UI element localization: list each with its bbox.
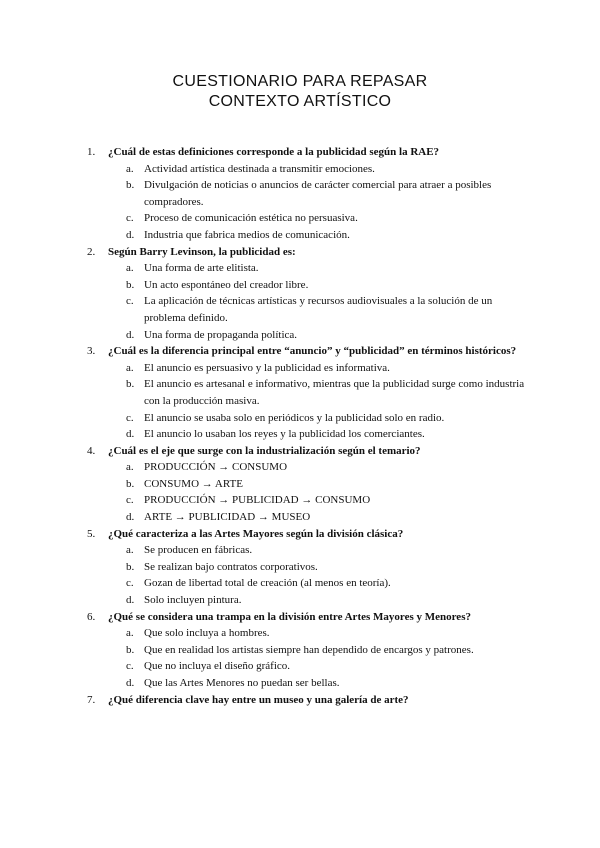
option-text: Solo incluyen pintura. bbox=[144, 594, 242, 607]
option-text: PRODUCCIÓN → CONSUMO bbox=[144, 461, 288, 474]
option-list bbox=[108, 459, 527, 525]
question-text: ¿Cuál de estas definiciones corresponde a la publicidad según la RAE? bbox=[108, 146, 440, 158]
title-line-1: CUESTIONARIO PARA REPASAR bbox=[172, 73, 428, 90]
option-letter: a. bbox=[126, 162, 134, 175]
question-item bbox=[87, 144, 527, 244]
question-text: ¿Qué caracteriza a las Artes Mayores según la división clásica? bbox=[108, 527, 404, 540]
option-text: Divulgación de noticias o anuncios de carácter comercial para atraer a posibles compradores. bbox=[144, 179, 492, 208]
answer-option bbox=[108, 161, 527, 178]
option-letter: c. bbox=[126, 660, 134, 673]
question-number: 6. bbox=[87, 610, 96, 623]
answer-option bbox=[108, 293, 527, 326]
option-text: ARTE → PUBLICIDAD → MUSEO bbox=[144, 511, 311, 524]
answer-option bbox=[108, 426, 527, 443]
title-line-2: CONTEXTO ARTÍSTICO bbox=[208, 93, 392, 110]
question-item bbox=[87, 526, 527, 609]
question-number: 7. bbox=[87, 693, 96, 706]
option-letter: d. bbox=[126, 428, 135, 441]
option-letter: d. bbox=[126, 228, 135, 241]
option-text: CONSUMO → ARTE bbox=[144, 477, 243, 490]
option-list bbox=[108, 625, 527, 691]
option-letter: c. bbox=[126, 577, 134, 590]
option-text: La aplicación de técnicas artísticas y recursos audiovisuales a la solución de un problema definido. bbox=[144, 295, 493, 324]
answer-option bbox=[108, 327, 527, 344]
answer-option bbox=[108, 360, 527, 377]
question-item bbox=[87, 443, 527, 526]
answer-option bbox=[108, 260, 527, 277]
answer-option bbox=[108, 227, 527, 244]
question-number: 3. bbox=[87, 345, 96, 358]
answer-option bbox=[108, 210, 527, 227]
question-item bbox=[87, 343, 527, 443]
question-number: 4. bbox=[87, 444, 96, 457]
option-letter: b. bbox=[126, 378, 135, 391]
option-text: El anuncio se usaba solo en periódicos y la publicidad solo en radio. bbox=[144, 411, 445, 424]
option-letter: a. bbox=[126, 361, 134, 374]
option-letter: a. bbox=[126, 461, 134, 474]
answer-option bbox=[108, 509, 527, 526]
answer-option bbox=[108, 675, 527, 692]
option-letter: a. bbox=[126, 262, 134, 275]
option-letter: b. bbox=[126, 560, 135, 573]
option-text: Una forma de propaganda política. bbox=[144, 328, 298, 341]
option-text: Se producen en fábricas. bbox=[144, 544, 253, 557]
option-text: El anuncio es artesanal e informativo, mientras que la publicidad surge como industria con la producción masiva. bbox=[144, 378, 525, 407]
option-letter: d. bbox=[126, 511, 135, 524]
option-list bbox=[108, 360, 527, 443]
option-letter: b. bbox=[126, 477, 135, 490]
option-list bbox=[108, 161, 527, 244]
option-text: Una forma de arte elitista. bbox=[144, 262, 259, 275]
answer-option bbox=[108, 592, 527, 609]
option-list bbox=[108, 260, 527, 343]
option-text: Que solo incluya a hombres. bbox=[144, 627, 270, 640]
option-letter: c. bbox=[126, 295, 134, 308]
question-number: 5. bbox=[87, 527, 96, 540]
answer-option bbox=[108, 492, 527, 509]
answer-option bbox=[108, 642, 527, 659]
question-item bbox=[87, 692, 527, 709]
answer-option bbox=[108, 376, 527, 409]
answer-option bbox=[108, 575, 527, 592]
answer-option bbox=[108, 177, 527, 210]
option-letter: a. bbox=[126, 627, 134, 640]
option-text: Un acto espontáneo del creador libre. bbox=[144, 278, 309, 291]
option-letter: c. bbox=[126, 411, 134, 424]
question-text: ¿Cuál es la diferencia principal entre “anuncio” y “publicidad” en términos históricos? bbox=[108, 345, 517, 358]
option-text: Se realizan bajo contratos corporativos. bbox=[144, 560, 318, 573]
option-text: El anuncio es persuasivo y la publicidad es informativa. bbox=[144, 361, 390, 374]
answer-option bbox=[108, 476, 527, 493]
answer-option bbox=[108, 459, 527, 476]
answer-option bbox=[108, 542, 527, 559]
question-number: 2. bbox=[87, 245, 96, 258]
option-letter: a. bbox=[126, 544, 134, 557]
option-letter: b. bbox=[126, 278, 135, 291]
option-letter: d. bbox=[126, 677, 135, 689]
option-letter: c. bbox=[126, 212, 134, 225]
option-text: Proceso de comunicación estética no persuasiva. bbox=[144, 212, 358, 225]
question-item bbox=[87, 609, 527, 692]
question-item bbox=[87, 244, 527, 344]
page-title bbox=[0, 72, 600, 112]
option-text: PRODUCCIÓN → PUBLICIDAD → CONSUMO bbox=[144, 494, 371, 507]
option-text: Actividad artística destinada a transmitir emociones. bbox=[144, 162, 375, 175]
option-letter: b. bbox=[126, 179, 135, 192]
option-text: Industria que fabrica medios de comunicación. bbox=[144, 228, 350, 241]
option-text: Gozan de libertad total de creación (al menos en teoría). bbox=[144, 577, 391, 590]
option-text: Que no incluya el diseño gráfico. bbox=[144, 660, 291, 673]
option-letter: b. bbox=[126, 643, 135, 656]
question-text: ¿Cuál es el eje que surge con la industrialización según el temario? bbox=[108, 444, 421, 457]
option-letter: c. bbox=[126, 494, 134, 507]
answer-option bbox=[108, 410, 527, 427]
option-text: Que en realidad los artistas siempre han dependido de encargos y patrones. bbox=[144, 643, 474, 656]
question-text: Según Barry Levinson, la publicidad es: bbox=[108, 245, 296, 258]
question-number: 1. bbox=[87, 146, 96, 158]
question-text: ¿Qué se considera una trampa en la división entre Artes Mayores y Menores? bbox=[108, 610, 471, 623]
option-letter: d. bbox=[126, 328, 135, 341]
answer-option bbox=[108, 277, 527, 294]
question-list bbox=[87, 144, 527, 708]
question-text: ¿Qué diferencia clave hay entre un museo y una galería de arte? bbox=[108, 693, 409, 706]
option-list bbox=[108, 542, 527, 608]
answer-option bbox=[108, 559, 527, 576]
option-text: El anuncio lo usaban los reyes y la publicidad los comerciantes. bbox=[144, 428, 425, 441]
answer-option bbox=[108, 658, 527, 675]
answer-option bbox=[108, 625, 527, 642]
option-letter: d. bbox=[126, 594, 135, 607]
option-text: Que las Artes Menores no puedan ser bellas. bbox=[144, 677, 340, 689]
